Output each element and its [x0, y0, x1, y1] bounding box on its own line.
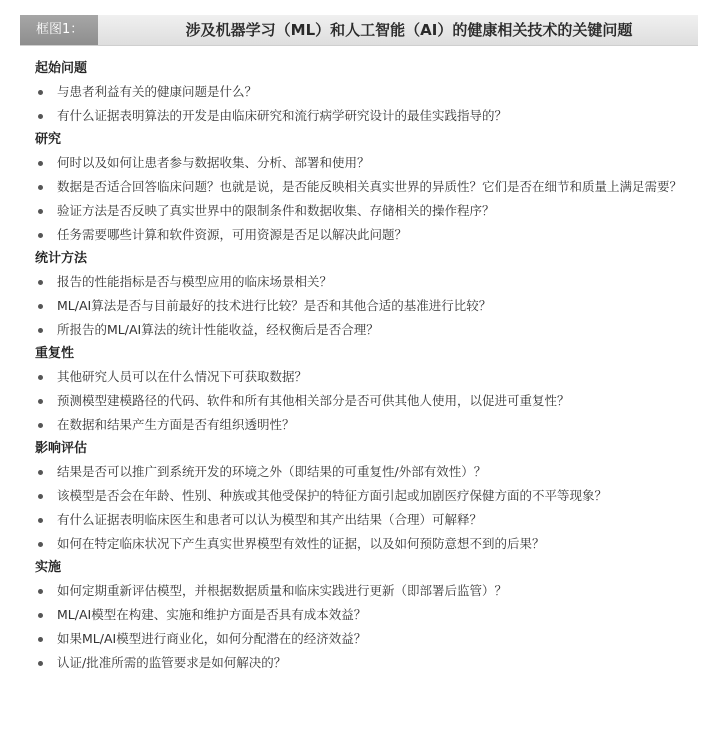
item-list [35, 579, 703, 675]
item-list [35, 460, 703, 556]
list-item: 有什么证据表明临床医生和患者可以认为模型和其产出结果（合理）可解释？ [35, 508, 703, 532]
item-list [35, 151, 703, 247]
section-title: 重复性 [35, 346, 75, 361]
list-item: ML/AI模型在构建、实施和维护方面是否具有成本效益？ [35, 603, 703, 627]
list-item: 数据是否适合回答临床问题？也就是说，是否能反映相关真实世界的异质性？它们是否在细节和质量上满足需要？ [35, 175, 703, 199]
list-item: 有什么证据表明算法的开发是由临床研究和流行病学研究设计的最佳实践指导的？ [35, 104, 703, 128]
section-title: 影响评估 [35, 441, 88, 456]
list-item: 与患者利益有关的健康问题是什么？ [35, 80, 703, 104]
list-item: 如何定期重新评估模型，并根据数据质量和临床实践进行更新（即部署后监管）？ [35, 579, 703, 603]
item-list [35, 270, 703, 342]
list-item: 预测模型建模路径的代码、软件和所有其他相关部分是否可供其他人使用，以促进可重复性？ [35, 389, 703, 413]
list-item: 在数据和结果产生方面是否有组织透明性？ [35, 413, 703, 437]
list-item: 该模型是否会在年龄、性别、种族或其他受保护的特征方面引起或加剧医疗保健方面的不平等现象？ [35, 484, 703, 508]
list-item: 结果是否可以推广到系统开发的环境之外（即结果的可重复性/外部有效性）？ [35, 460, 703, 484]
list-item: 任务需要哪些计算和软件资源，可用资源是否足以解决此问题？ [35, 223, 703, 247]
section-reproducibility [35, 342, 703, 437]
list-item: 验证方法是否反映了真实世界中的限制条件和数据收集、存储相关的操作程序？ [35, 199, 703, 223]
box-title: 涉及机器学习（ML）和人工智能（AI）的健康相关技术的关键问题 [185, 21, 633, 39]
list-item: 报告的性能指标是否与模型应用的临床场景相关？ [35, 270, 703, 294]
section-title: 统计方法 [35, 251, 88, 266]
section-starting-questions [35, 57, 703, 128]
section-implementation [35, 556, 703, 675]
section-statistical-methods [35, 247, 703, 342]
item-list [35, 80, 703, 128]
list-item: 其他研究人员可以在什么情况下可获取数据？ [35, 365, 703, 389]
question-list [35, 57, 703, 675]
list-item: 认证/批准所需的监管要求是如何解决的？ [35, 651, 703, 675]
section-impact-evaluation [35, 437, 703, 556]
section-title: 研究 [35, 132, 62, 147]
list-item: 所报告的ML/AI算法的统计性能收益，经权衡后是否合理？ [35, 318, 703, 342]
box-header [20, 15, 698, 46]
section-title: 起始问题 [35, 61, 88, 76]
list-item: 如果ML/AI模型进行商业化，如何分配潜在的经济效益？ [35, 627, 703, 651]
section-research [35, 128, 703, 247]
box-label: 框图1： [20, 15, 98, 45]
list-item: 如何在特定临床状况下产生真实世界模型有效性的证据，以及如何预防意想不到的后果？ [35, 532, 703, 556]
list-item: 何时以及如何让患者参与数据收集、分析、部署和使用？ [35, 151, 703, 175]
section-title: 实施 [35, 560, 62, 575]
item-list [35, 365, 703, 437]
list-item: ML/AI算法是否与目前最好的技术进行比较？是否和其他合适的基准进行比较？ [35, 294, 703, 318]
